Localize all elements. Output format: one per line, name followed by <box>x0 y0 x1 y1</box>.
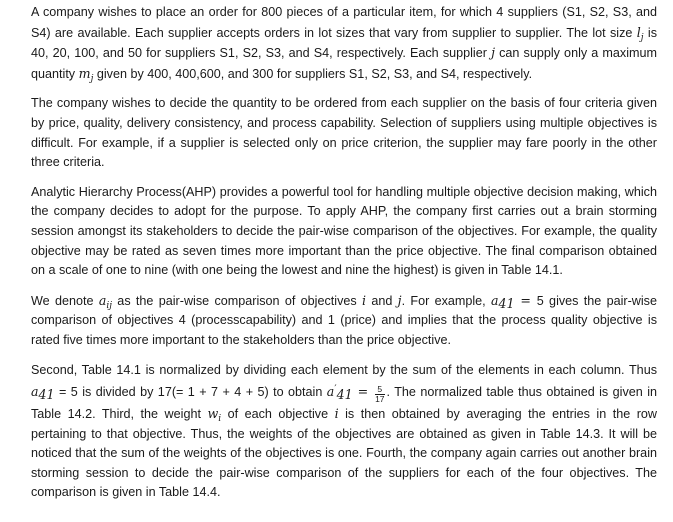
text-segment: A company wishes to place an order for 800 pieces of a particular item, for which 4 suppliers (S1, S2, S3, and S4) are available. Each supplier accepts orders in lot sizes that vary from supplier to supplier. The lot size <box>31 5 657 40</box>
math-var-a-41: $a_{41}$ <box>491 292 515 311</box>
paragraph-order-description <box>31 3 657 84</box>
text-segment: . The normalized table thus obtained is given in Table 14.2. Third, the weight <box>31 385 658 422</box>
math-var-i: i <box>334 406 339 422</box>
text-segment: can supply only a maximum quantity <box>31 46 657 81</box>
text-segment: is 40, 20, 100, and 50 for suppliers S1, S2, S3, and S4, respectively. Each supplier <box>31 25 658 61</box>
paragraph-pairwise-definition <box>31 291 657 351</box>
math-value: 5 <box>536 293 544 308</box>
text-segment: and <box>366 293 398 308</box>
math-equals: = <box>514 292 537 308</box>
paragraph-normalization <box>31 361 657 504</box>
text-segment: as the pair-wise comparison of objectives <box>112 293 362 308</box>
math-var-m: $m_j$ <box>78 65 94 84</box>
text-segment: given by 400, 400,600, and 300 for suppliers S1, S2, S3, and S4, respectively. <box>93 66 533 81</box>
text-segment: . For example, <box>401 293 491 308</box>
text-segment: = 5 is divided by 17(= 1 + 7 + 4 + 5) to obtain <box>54 385 327 400</box>
text-segment: of each objective <box>221 407 335 422</box>
text-segment: is then obtained by averaging the entries in the row pertaining to that objective. Thus, the weights of the objectives are obtained as given in Table 14.3. It will be noticed that the sum of the weights of the objectives is one. Fourth, the company again carries out another brain storming session to decide the pair-wise comparison of the suppliers for each of the four objectives. The comparison is given in Table 14.4. <box>31 407 657 500</box>
paragraph-ahp-intro: Analytic Hierarchy Process(AHP) provides a powerful tool for handling multiple objective decision making, which the company decides to adopt for the purpose. To apply AHP, the company first carries out a brain storming session amongst its stakeholders to decide the pair-wise comparison of the objectives. For example, the quality objective may be rated as seven times more important than the price objective. The final comparison obtained on a scale of one to nine (with one being the lowest and nine the highest) is given in Table 14.1. <box>31 184 657 278</box>
text-segment: We denote <box>31 293 99 308</box>
math-var-a-prime-41: $a'_{41}$ <box>326 384 353 403</box>
math-var-w-i: $w_i$ <box>207 406 222 425</box>
math-var-j: j <box>397 292 402 308</box>
fraction-5-over-17: $\frac{5}{17}$ <box>375 384 385 405</box>
math-equals: = <box>352 384 374 400</box>
math-var-i: i <box>361 292 367 308</box>
text-segment: Second, Table 14.1 is normalized by dividing each element by the sum of the elements in each column. Thus <box>31 362 657 377</box>
math-var-a-ij: $a_{ij}$ <box>98 292 112 311</box>
paragraph-criteria: The company wishes to decide the quantity to be ordered from each supplier on the basis of four criteria given by price, quality, delivery consistency, and process capability. Selection of suppliers using multiple objectives is difficult. For example, if a supplier is selected only on price criterion, the supplier may fare poorly in the other three criteria. <box>31 96 657 170</box>
math-var-l: $l_j$ <box>636 24 644 43</box>
text-segment: gives the pair-wise comparison of objectives 4 (processcapability) and 1 (price) and implies that the process quality objective is rated five times more important to the stakeholders than the price objective. <box>31 293 657 347</box>
math-var-j: j <box>491 45 495 61</box>
math-var-a-41: $a_{41}$ <box>31 384 55 403</box>
